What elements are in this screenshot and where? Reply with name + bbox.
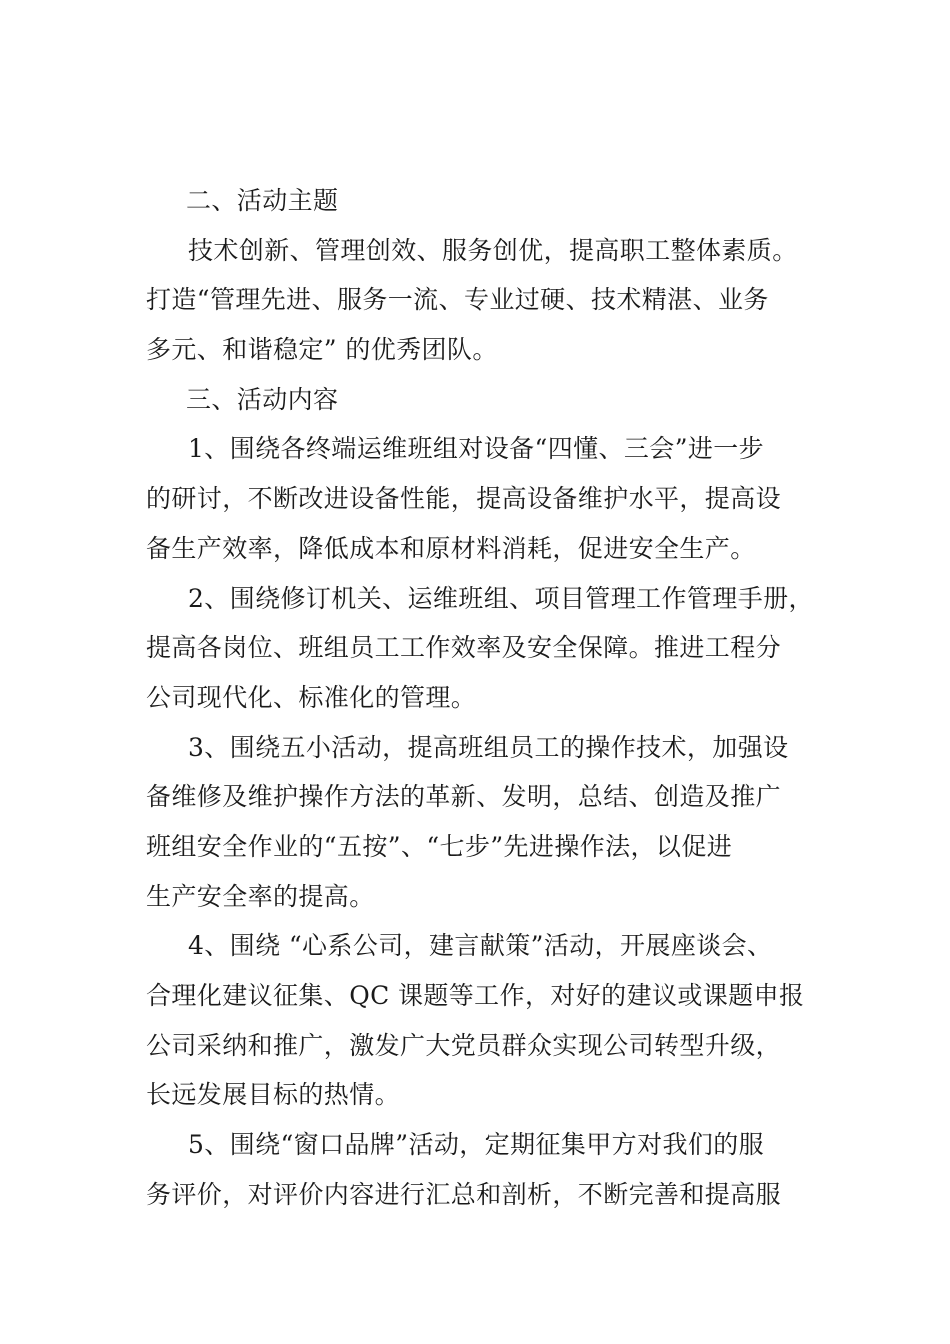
- paragraph-line: 务评价，对评价内容进行汇总和剖析，不断完善和提高服: [146, 1179, 782, 1209]
- paragraph-line: 备维修及维护操作方法的革新、发明，总结、创造及推广: [146, 782, 782, 812]
- paragraph-line: 2、围绕修订机关、运维班组、项目管理工作管理手册，: [188, 583, 814, 613]
- paragraph-line: 1、围绕各终端运维班组对设备“四懂、三会”进一步: [188, 434, 765, 464]
- paragraph-line: 多元、和谐稳定” 的优秀团队。: [146, 335, 498, 365]
- paragraph-line: 公司采纳和推广，激发广大党员群众实现公司转型升级，: [146, 1030, 782, 1060]
- paragraph-line: 生产安全率的提高。: [146, 881, 375, 911]
- paragraph-line: 的研讨，不断改进设备性能，提高设备维护水平，提高设: [146, 484, 782, 514]
- paragraph-line: 3、围绕五小活动，提高班组员工的操作技术，加强设: [188, 732, 789, 762]
- paragraph-line: 提高各岗位、班组员工工作效率及安全保障。推进工程分: [146, 633, 782, 663]
- paragraph-line: 4、围绕 “心系公司，建言献策”活动，开展座谈会、: [188, 931, 773, 961]
- paragraph-line: 技术创新、管理创效、服务创优，提高职工整体素质。: [188, 235, 798, 265]
- paragraph-line: 班组安全作业的“五按”、“七步”先进操作法，以促进: [146, 831, 733, 861]
- paragraph-line: 5、围绕“窗口品牌”活动，定期征集甲方对我们的服: [188, 1130, 765, 1160]
- document-body: [146, 176, 816, 1219]
- paragraph-line: 长远发展目标的热情。: [146, 1080, 401, 1110]
- paragraph-line: 合理化建议征集、QC 课题等工作，对好的建议或课题申报: [146, 981, 805, 1010]
- paragraph-line: 打造“管理先进、服务一流、专业过硬、技术精湛、业务: [146, 285, 769, 315]
- section-heading-theme: 二、活动主题: [186, 186, 339, 215]
- section-heading-content: 三、活动内容: [186, 384, 339, 414]
- paragraph-line: 备生产效率，降低成本和原材料消耗，促进安全生产。: [146, 533, 756, 563]
- paragraph-line: 公司现代化、标准化的管理。: [146, 682, 477, 712]
